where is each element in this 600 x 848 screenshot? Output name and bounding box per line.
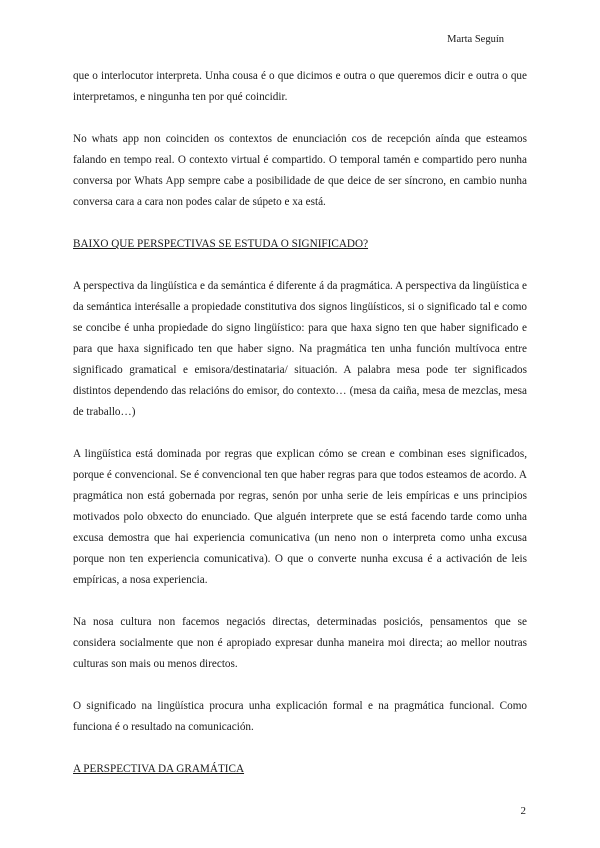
paragraph-2: No whats app non coinciden os contextos de enunciación cos de recepción aínda que esteamos falando en tempo real. O contexto virtual é compartido. O temporal tamén e compartido pero nunha conversa por Whats App sempre cabe a posibilidade de que deice de ser síncrono, en cambio nunha conversa cara a cara non podes calar de súpeto e xa está.: [73, 133, 527, 208]
paragraph-4: A lingüística está dominada por regras que explican cómo se crean e combinan eses significados, porque é convencional. Se é convencional ten que haber regras para que todos esteamos de acordo. A pragmática non está gobernada por regras, senón por unha serie de leis empíricas e uns principios motivados polo obxecto do enunciado. Que alguén interprete que se está facendo tarde como unha excusa demostra que hai experiencia comunicativa (un neno non o interpreta como unha excusa porque non ten experiencia comunicativa). O que o converte nunha excusa é a activación de leis empíricas, a nosa experiencia.: [73, 448, 527, 586]
section-heading-grammar: A PERSPECTIVA DA GRAMÁTICA: [73, 763, 245, 775]
page-number: 2: [520, 805, 526, 817]
paragraph-3: A perspectiva da lingüística e da semántica é diferente á da pragmática. A perspectiva da lingüística e da semántica interésalle a propiedade constitutiva dos signos lingüísticos, si o significado tal e como se concibe é unha propiedade do signo lingüístico: para que haxa signo ten que haber significado e para que haxa significado ten que haber signo. Na pragmática ten unha función multívoca entre significado gramatical e emisora/destinataria/ situación. A palabra mesa pode ter significados distintos dependendo das relacións do emisor, do contexto… (mesa da caiña, mesa de mezclas, mesa de traballo…): [73, 280, 527, 418]
document-body: [73, 66, 527, 780]
section-heading-perspectives: BAIXO QUE PERSPECTIVAS SE ESTUDA O SIGNIFICADO?: [73, 238, 369, 250]
page-header-author: Marta Seguín: [447, 34, 504, 45]
paragraph-5: Na nosa cultura non facemos negaciós directas, determinadas posiciós, pensamentos que se considera socialmente que non é apropiado expresar dunha maneira moi directa; ao mellor noutras culturas son mais ou menos directos.: [73, 616, 527, 670]
paragraph-1: que o interlocutor interpreta. Unha cousa é o que dicimos e outra o que queremos dicir e outra o que interpretamos, e ningunha ten por qué coincidir.: [73, 70, 527, 103]
paragraph-6: O significado na lingüística procura unha explicación formal e na pragmática funcional. Como funciona é o resultado na comunicación.: [73, 700, 527, 733]
